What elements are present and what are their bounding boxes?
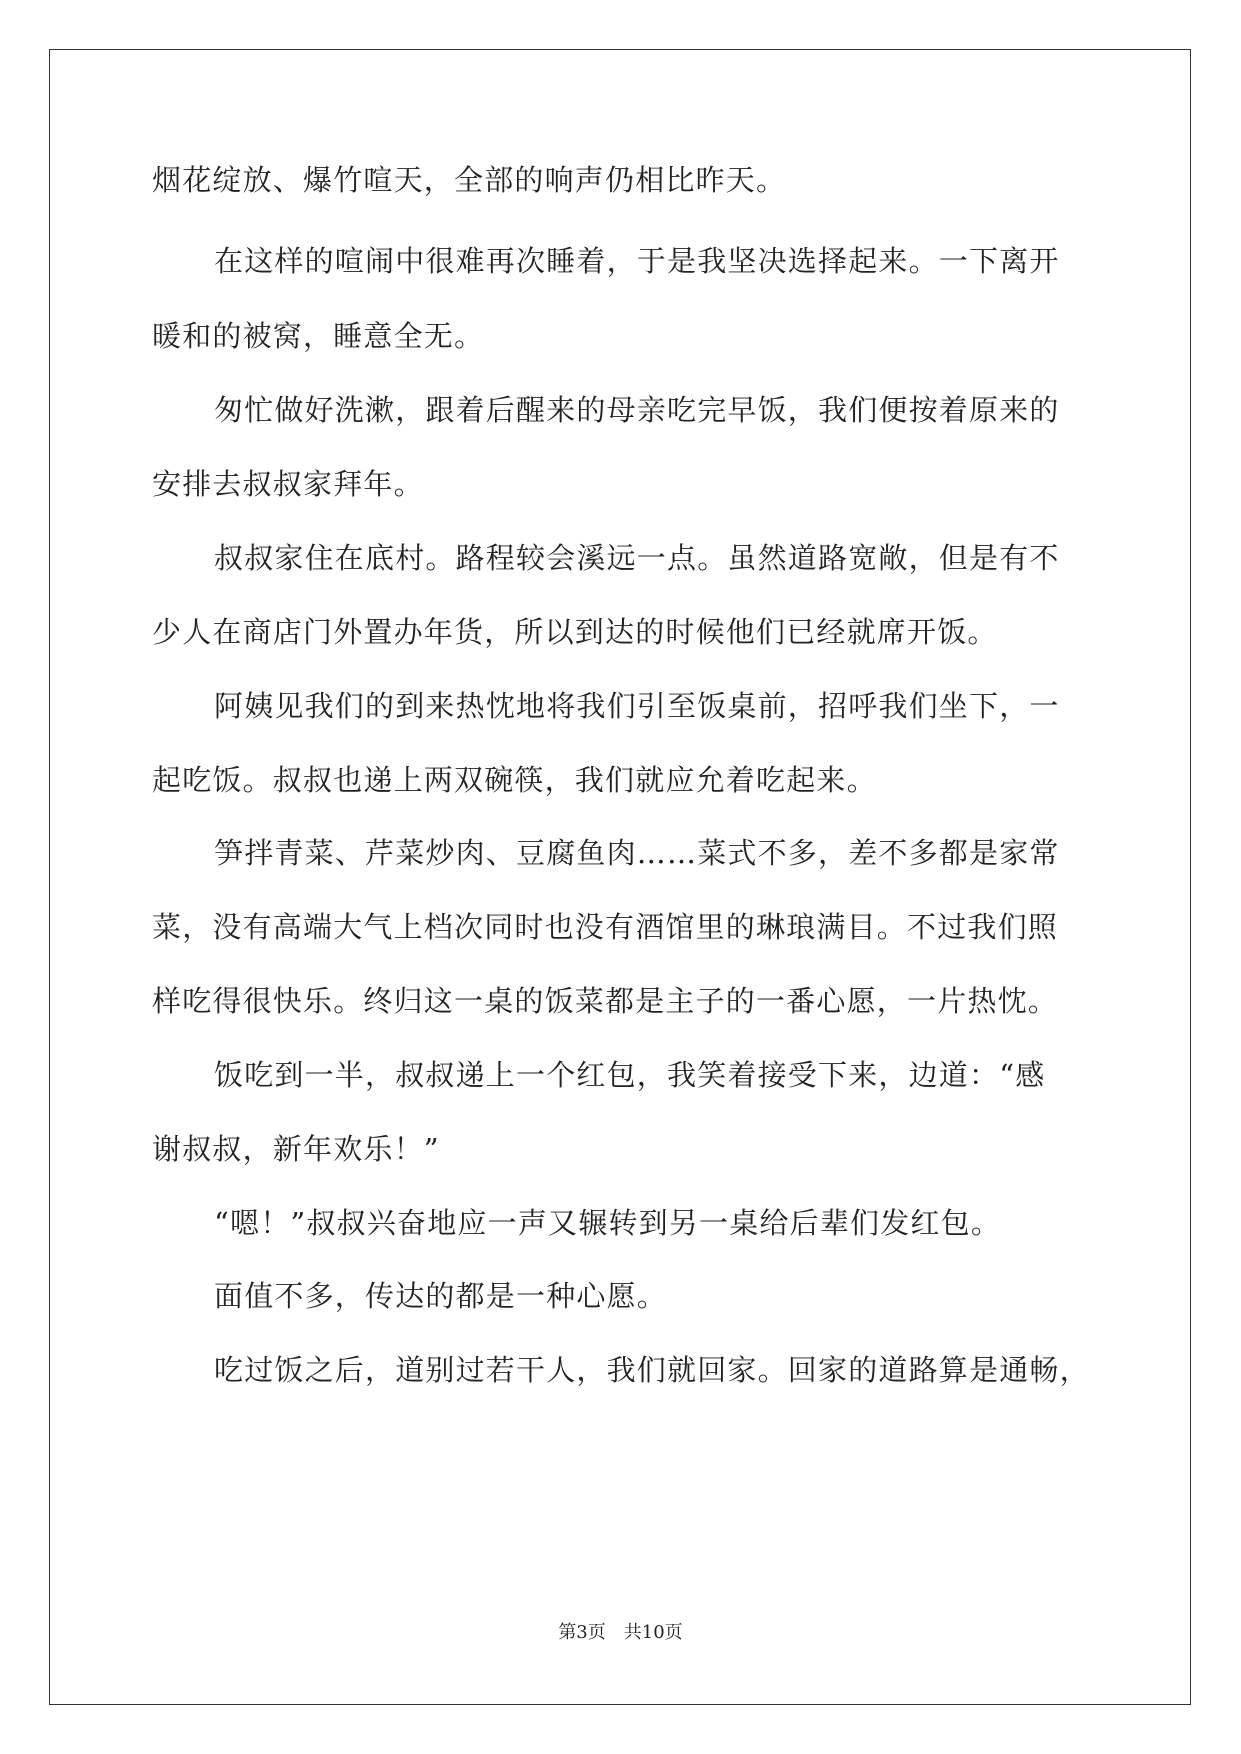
text-line: 起吃饭。叔叔也递上两双碗筷，我们就应允着吃起来。: [152, 763, 877, 797]
text-line: 暖和的被窝，睡意全无。: [152, 319, 485, 353]
text-line: 叔叔家住在底村。路程较会溪远一点。虽然道路宽敞，但是有不: [214, 541, 1060, 575]
text-line: 吃过饭之后，道别过若干人，我们就回家。回家的道路算是通畅，: [214, 1353, 1090, 1387]
text-line: 笋拌青菜、芹菜炒肉、豆腐鱼肉……菜式不多，差不多都是家常: [214, 836, 1060, 870]
text-line: “嗯！”叔叔兴奋地应一声又辗转到另一桌给后辈们发红包。: [214, 1206, 1002, 1240]
text-line: 在这样的喧闹中很难再次睡着，于是我坚决选择起来。一下离开: [214, 244, 1060, 278]
text-line: 匆忙做好洗漱，跟着后醒来的母亲吃完早饭，我们便按着原来的: [214, 393, 1060, 427]
text-line: 少人在商店门外置办年货，所以到达的时候他们已经就席开饭。: [152, 615, 998, 649]
text-line: 菜，没有高端大气上档次同时也没有酒馆里的琳琅满目。不过我们照: [152, 910, 1059, 944]
text-line: 样吃得很快乐。终归这一桌的饭菜都是主子的一番心愿，一片热忱。: [152, 984, 1059, 1018]
text-line: 面值不多，传达的都是一种心愿。: [214, 1279, 668, 1313]
text-line: 阿姨见我们的到来热忱地将我们引至饭桌前，招呼我们坐下，一: [214, 689, 1060, 723]
text-line: 饭吃到一半，叔叔递上一个红包，我笑着接受下来，边道：“感: [214, 1058, 1046, 1092]
text-line: 安排去叔叔家拜年。: [152, 467, 424, 501]
text-line: 烟花绽放、爆竹喧天，全部的响声仍相比昨天。: [152, 163, 787, 197]
text-line: 谢叔叔，新年欢乐！”: [152, 1132, 440, 1166]
page-border: [49, 49, 1191, 1705]
page-number-footer: 第3页 共10页: [558, 1622, 683, 1643]
